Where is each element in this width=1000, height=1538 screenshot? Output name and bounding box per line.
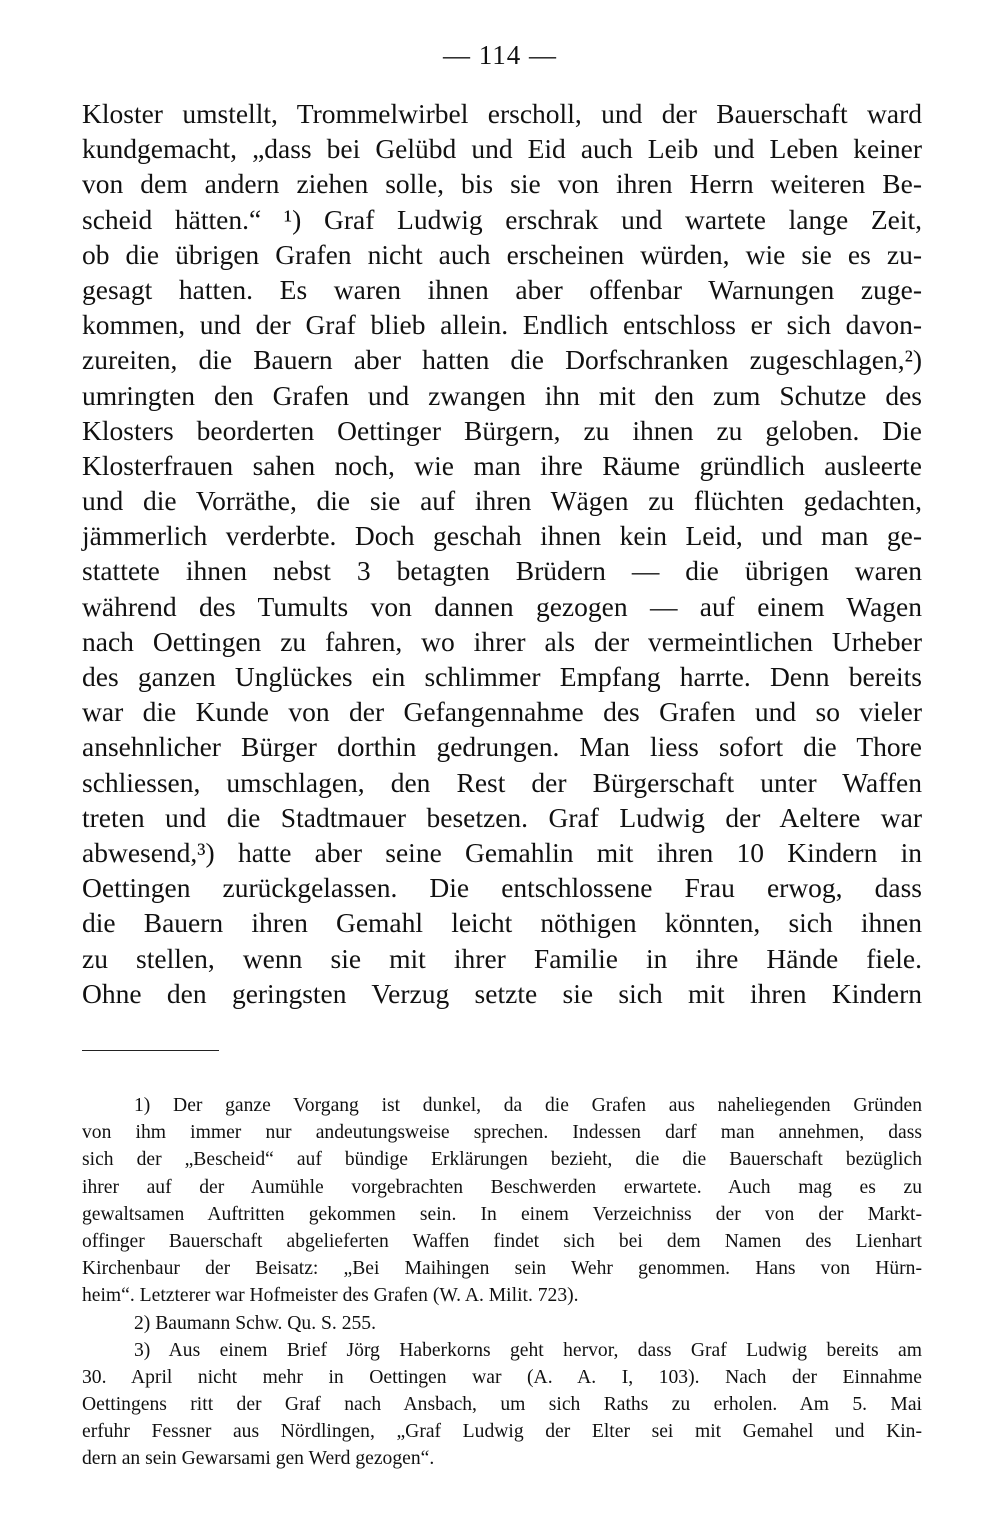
footnote-line: Kirchenbaur der Beisatz: „Bei Maihingen sein Wehr genommen. Hans von Hürn- — [82, 1258, 922, 1280]
main-text — [82, 96, 922, 1011]
footnote-line: erfuhr Fessner aus Nördlingen, „Graf Ludwig der Elter sei mit Gemahel und Kin- — [82, 1421, 922, 1443]
text-line: treten und die Stadtmauer besetzen. Graf Ludwig der Aeltere war — [82, 801, 922, 833]
page-number: — 114 — — [443, 40, 557, 70]
text-line: ansehnlicher Bürger dorthin gedrungen. Man liess sofort die Thore — [82, 731, 922, 763]
text-line: die Bauern ihren Gemahl leicht nöthigen könnten, sich ihnen — [82, 907, 922, 939]
text-line: des ganzen Unglückes ein schlimmer Empfang harrte. Denn bereits — [82, 661, 922, 692]
footnote-line: gewaltsamen Auftritten gekommen sein. In einem Verzeichniss der von der Markt- — [82, 1203, 922, 1225]
footnote-line: 1) Der ganze Vorgang ist dunkel, da die Grafen aus naheliegenden Gründen — [134, 1095, 922, 1116]
text-line: jämmerlich verderbte. Doch geschah ihnen kein Leid, und man ge- — [82, 520, 922, 552]
footnote-line: 2) Baumann Schw. Qu. S. 255. — [134, 1312, 377, 1334]
footnote-line: heim“. Letzterer war Hofmeister des Grafen (W. A. Milit. 723). — [82, 1285, 579, 1307]
text-line: ob die übrigen Grafen nicht auch erscheinen würden, wie sie es zu- — [82, 238, 922, 270]
footnote-line: von ihm immer nur andeutungsweise sprechen. Indessen darf man annehmen, dass — [82, 1122, 922, 1144]
footnote-line: offinger Bauerschaft abgelieferten Waffen findet sich bei dem Namen des Lienhart — [82, 1230, 922, 1252]
footnote-line: 3) Aus einem Brief Jörg Haberkorns geht hervor, dass Graf Ludwig bereits am — [134, 1339, 922, 1361]
text-line: abwesend,³) hatte aber seine Gemahlin mit ihren 10 Kindern in — [82, 836, 922, 868]
text-line: schliessen, umschlagen, den Rest der Bürgerschaft unter Waffen — [82, 766, 922, 798]
text-line: von dem andern ziehen solle, bis sie von ihren Herrn weiteren Be- — [82, 168, 922, 200]
text-line: scheid hätten.“ ¹) Graf Ludwig erschrak und wartete lange Zeit, — [82, 203, 922, 235]
text-line: nach Oettingen zu fahren, wo ihrer als der vermeintlichen Urheber — [82, 625, 922, 657]
text-line: zureiten, die Bauern aber hatten die Dorfschranken zugeschlagen,²) — [82, 344, 922, 376]
text-line: und die Vorräthe, die sie auf ihren Wägen zu flüchten gedachten, — [82, 485, 922, 517]
footnote-line: sich der „Bescheid“ auf bündige Erklärungen bezieht, die die Bauerschaft bezüglich — [82, 1149, 922, 1171]
footnote-separator — [82, 1050, 219, 1051]
text-line: umringten den Grafen und zwangen ihn mit den zum Schutze des — [82, 379, 922, 411]
text-line: kundgemacht, „dass bei Gelübd und Eid auch Leib und Leben keiner — [82, 133, 922, 165]
text-line: Oettingen zurückgelassen. Die entschlossene Frau erwog, dass — [82, 872, 922, 904]
text-line: Klosters beorderten Oettinger Bürgern, zu ihnen zu geloben. Die — [82, 414, 922, 446]
text-line: war die Kunde von der Gefangennahme des Grafen und so vieler — [82, 696, 922, 728]
text-line: zu stellen, wenn sie mit ihrer Familie in ihre Hände fiele. — [82, 942, 922, 974]
text-line: während des Tumults von dannen gezogen — auf einem Wagen — [82, 590, 922, 622]
footnote-line: Oettingens ritt der Graf nach Ansbach, um sich Raths zu erholen. Am 5. Mai — [82, 1394, 922, 1416]
text-line: Klosterfrauen sahen noch, wie man ihre Räume gründlich ausleerte — [82, 449, 922, 481]
footnote-line: 30. April nicht mehr in Oettingen war (A. A. I, 103). Nach der Einnahme — [82, 1366, 922, 1388]
footnote-line: ihrer auf der Aumühle vorgebrachten Beschwerden erwartete. Auch mag es zu — [82, 1176, 922, 1198]
text-line: Ohne den geringsten Verzug setzte sie sich mit ihren Kindern — [82, 977, 922, 1009]
text-line: stattete ihnen nebst 3 betagten Brüdern — die übrigen waren — [82, 555, 922, 587]
text-line: Kloster umstellt, Trommelwirbel erscholl, und der Bauerschaft ward — [82, 98, 922, 129]
text-line: gesagt hatten. Es waren ihnen aber offenbar Warnungen zuge- — [82, 273, 922, 305]
footnotes — [82, 1092, 922, 1473]
text-line: kommen, und der Graf blieb allein. Endlich entschloss er sich davon- — [82, 309, 922, 341]
footnote-line: dern an sein Gewarsami gen Werd gezogen“. — [82, 1448, 435, 1470]
